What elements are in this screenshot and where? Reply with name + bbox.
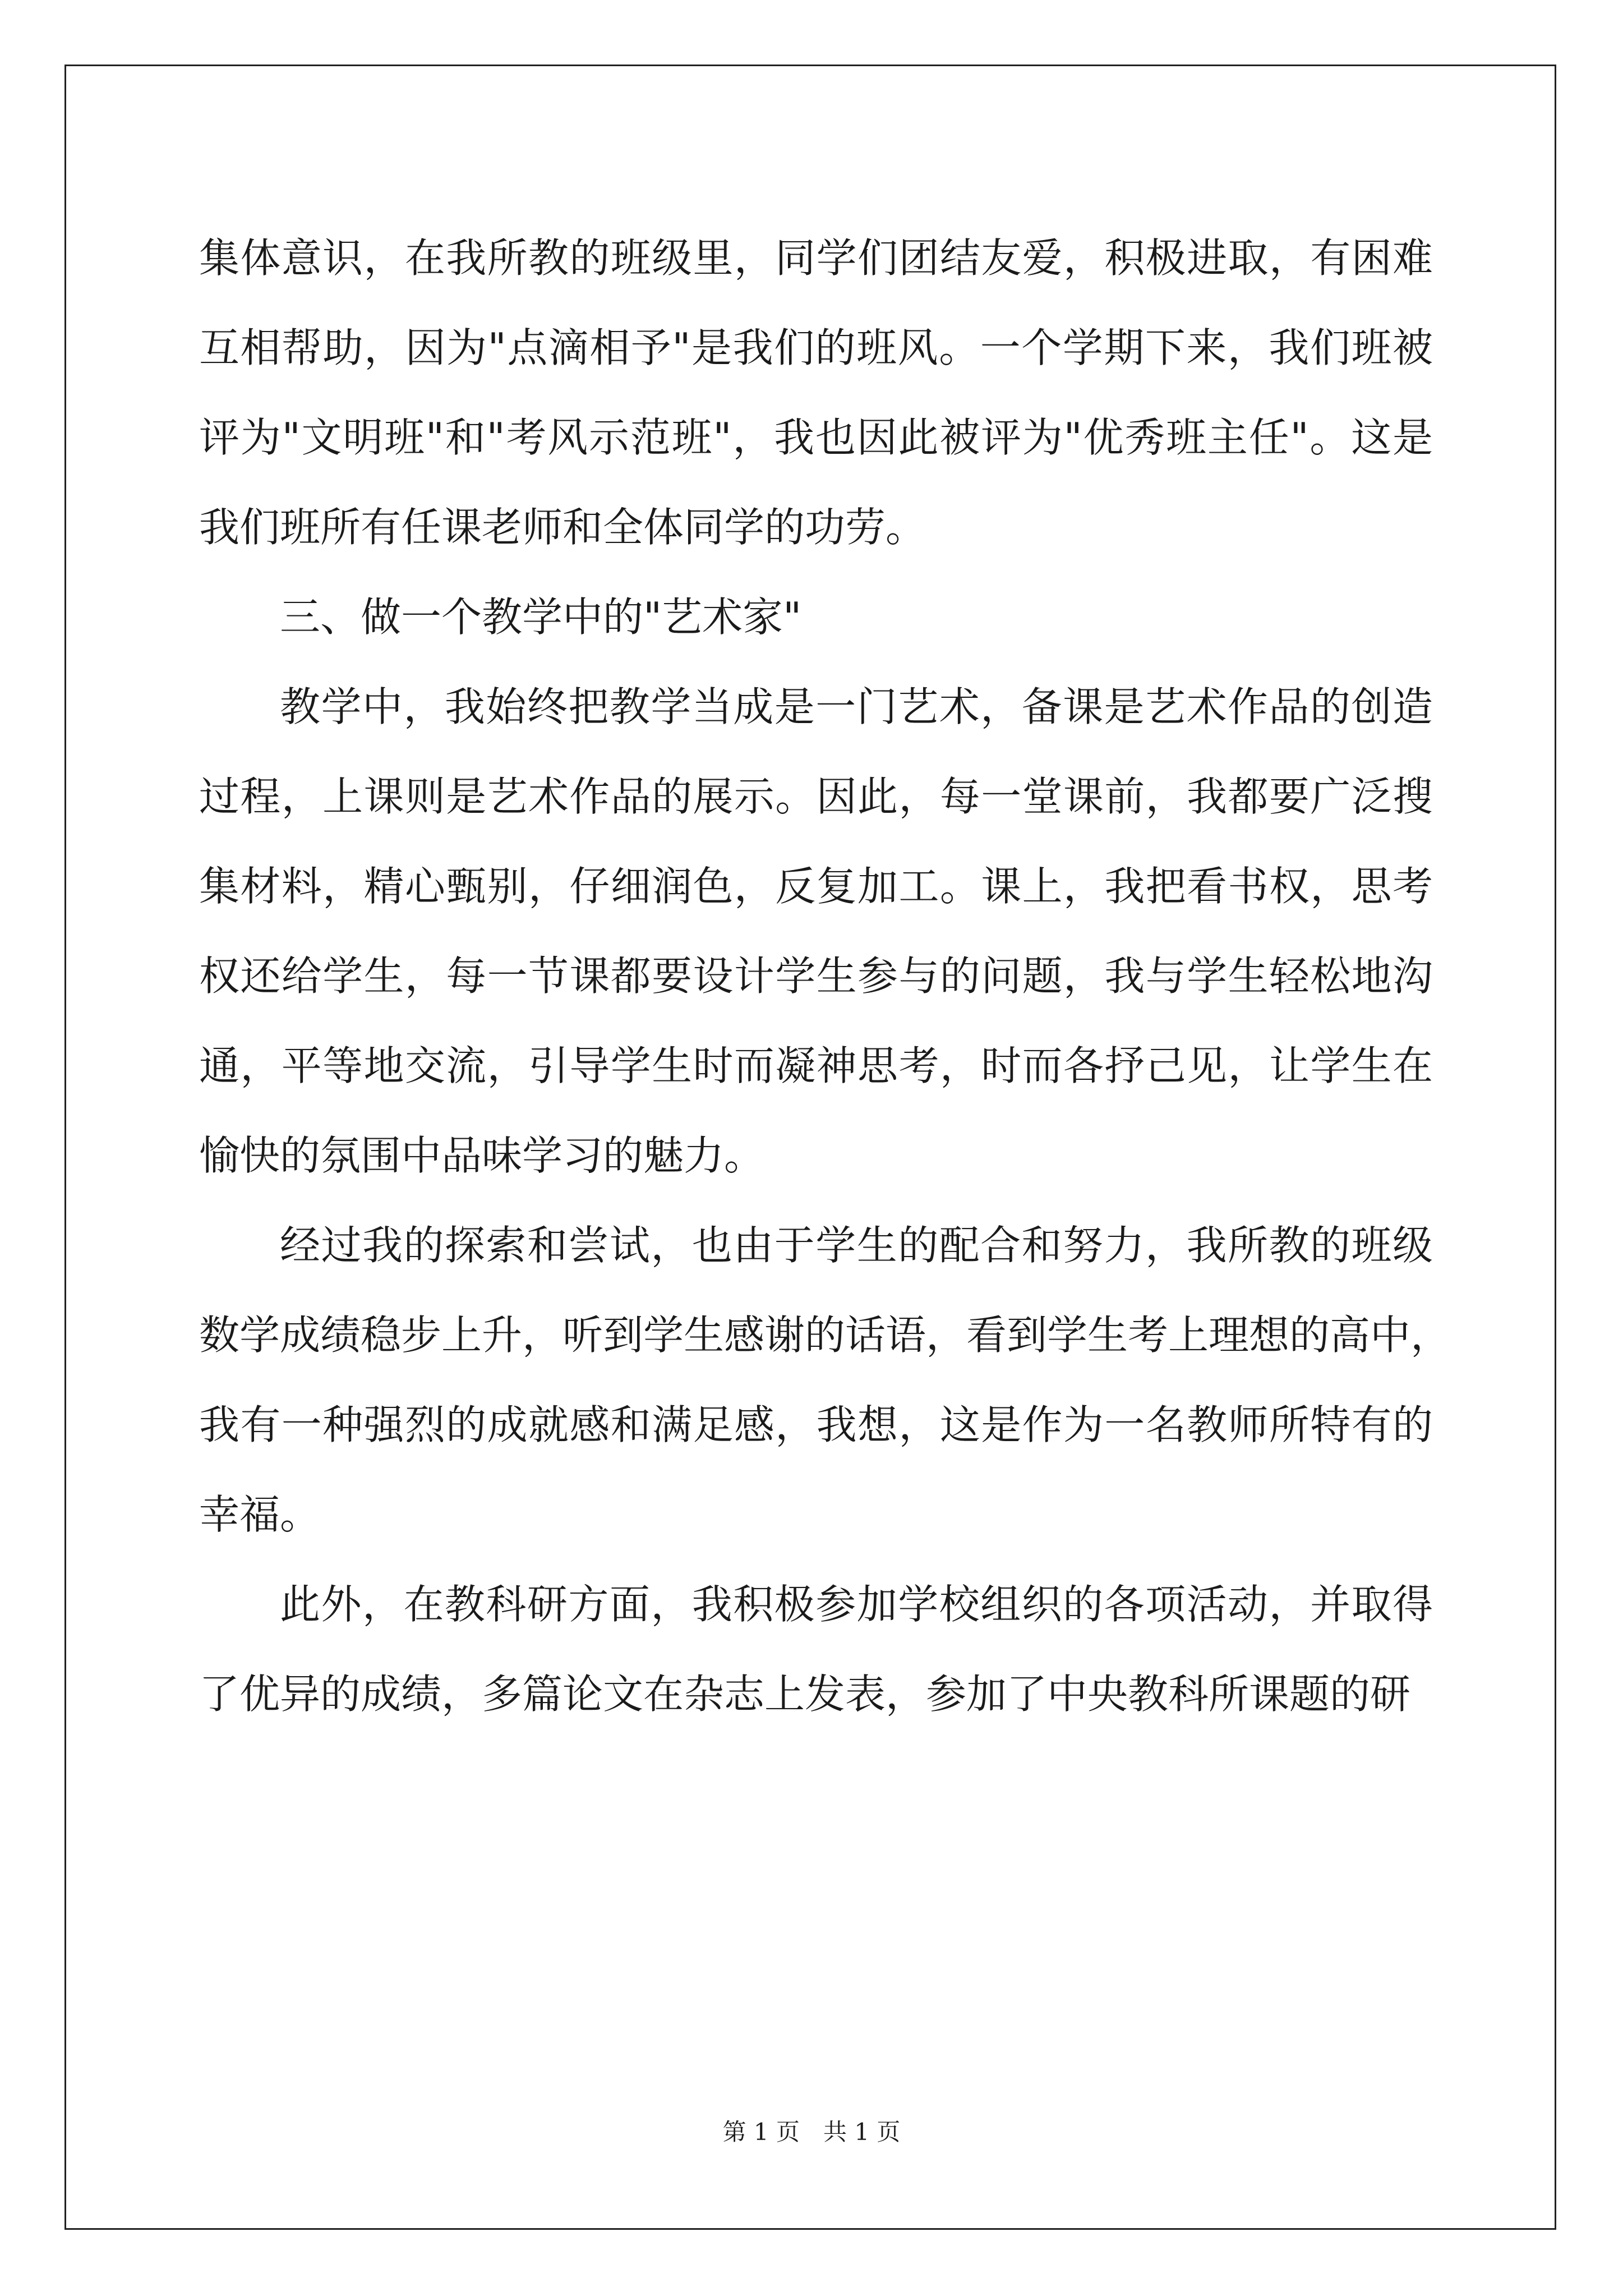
text-line: 三、做一个教学中的"艺术家" [280,593,802,641]
text-line: 幸福。 [199,1491,321,1538]
text-line: 集体意识，在我所教的班级里，同学们团结友爱，积极进取，有困难 [199,234,1433,282]
text-line: 愉快的氛围中品味学习的魅力。 [199,1132,765,1179]
paragraph [199,1559,1433,1739]
document-body [199,213,1451,1739]
page-number-footer: 第 1 页 共 1 页 [722,2118,901,2146]
text-line: 此外，在教科研方面，我积极参加学校组织的各项活动，并取得 [280,1581,1433,1628]
text-line: 数学成绩稳步上升，听到学生感谢的话语，看到学生考上理想的高中， [199,1312,1451,1359]
paragraph [199,572,1433,662]
text-line: 教学中，我始终把教学当成是一门艺术，备课是艺术作品的创造 [280,683,1433,730]
paragraph [199,1200,1451,1559]
paragraph [199,213,1433,572]
text-line: 我有一种强烈的成就感和满足感，我想，这是作为一名教师所特有的 [199,1401,1433,1448]
text-line: 集材料，精心甄别，仔细润色，反复加工。课上，我把看书权，思考 [199,863,1433,910]
text-line: 我们班所有任课老师和全体同学的功劳。 [199,504,926,551]
text-line: 过程，上课则是艺术作品的展示。因此，每一堂课前，我都要广泛搜 [199,773,1433,820]
text-line: 评为"文明班"和"考风示范班"，我也因此被评为"优秀班主任"。这是 [199,414,1433,461]
text-line: 互相帮助，因为"点滴相予"是我们的班风。一个学期下来，我们班被 [199,324,1433,371]
text-line: 了优异的成绩，多篇论文在杂志上发表，参加了中央教科所课题的研 [199,1671,1411,1718]
paragraph [199,662,1433,1200]
text-line: 经过我的探索和尝试，也由于学生的配合和努力，我所教的班级 [280,1222,1433,1269]
text-line: 通，平等地交流，引导学生时而凝神思考，时而各抒己见，让学生在 [199,1042,1433,1089]
text-line: 权还给学生，每一节课都要设计学生参与的问题，我与学生轻松地沟 [199,953,1433,1000]
